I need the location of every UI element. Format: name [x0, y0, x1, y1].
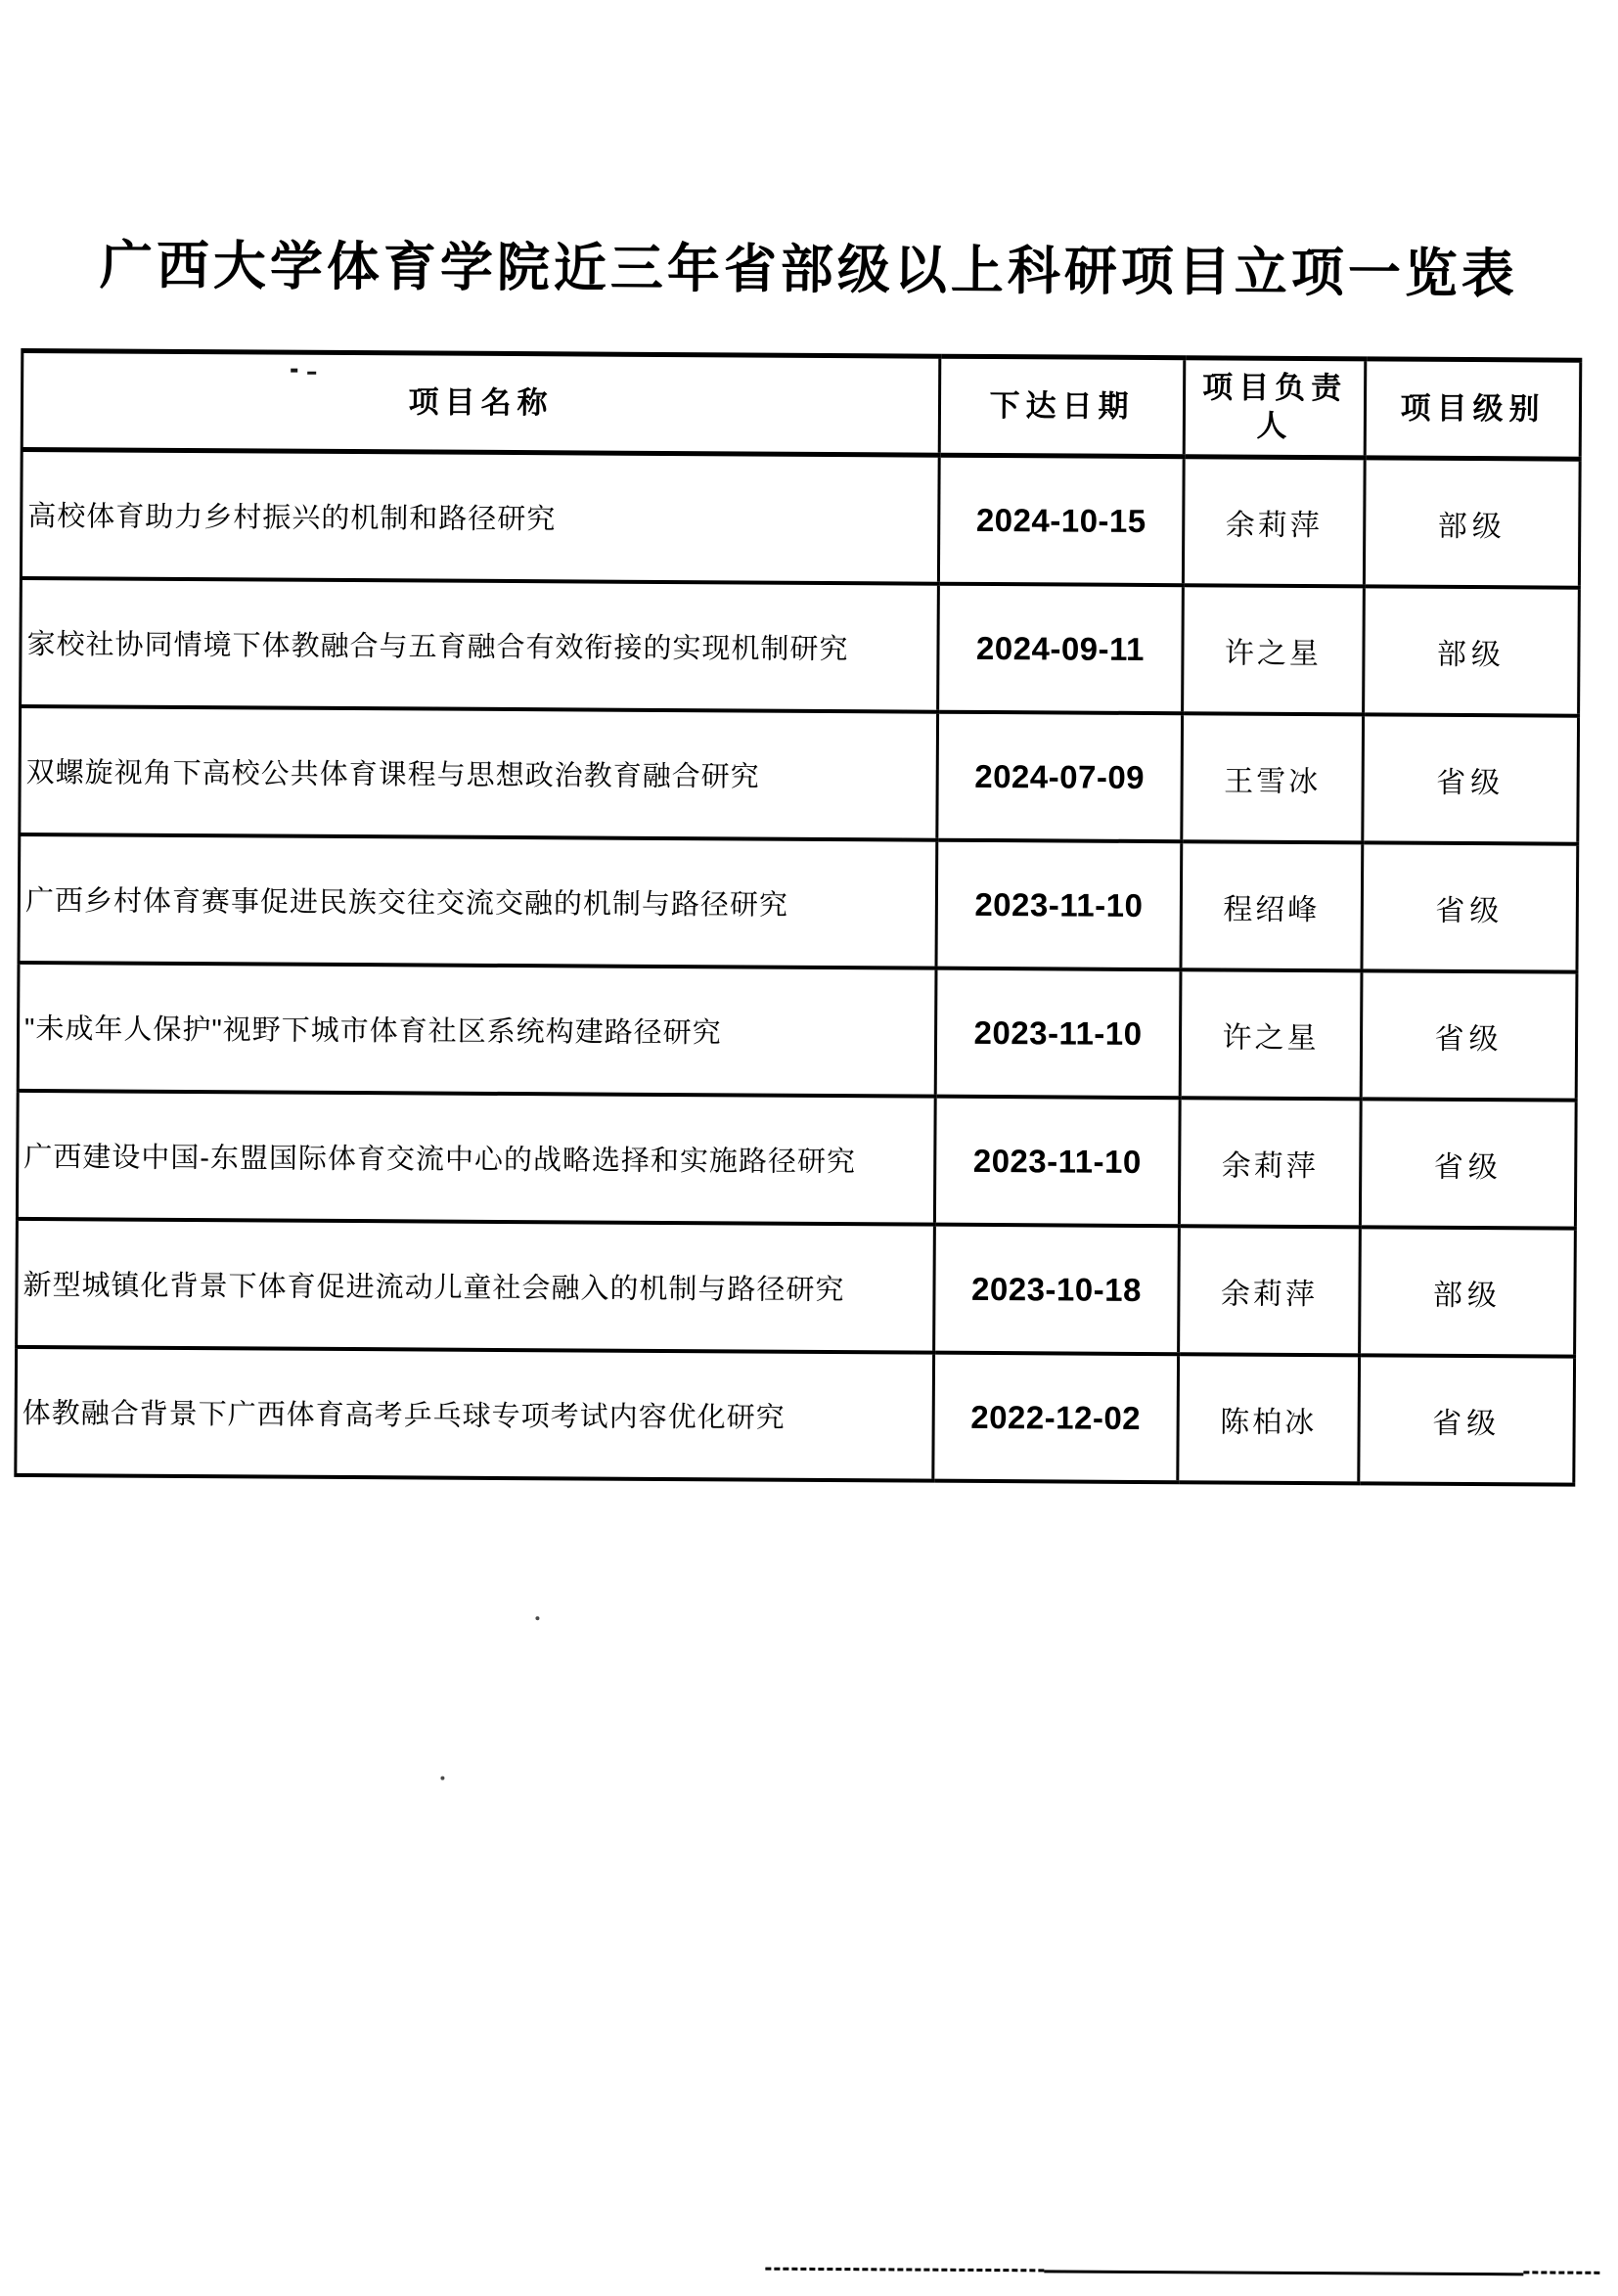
scan-artifact-bottom-line — [765, 2268, 1044, 2273]
issue-date-cell: 2023-11-10 — [935, 968, 1181, 1099]
table-row — [20, 706, 1579, 844]
issue-date-cell: 2024-07-09 — [937, 712, 1183, 842]
project-level-cell: 部级 — [1364, 458, 1580, 588]
table-body — [16, 449, 1580, 1484]
issue-date-cell: 2023-10-18 — [934, 1225, 1180, 1355]
column-header-project-leader: 项目负责人 — [1184, 358, 1366, 458]
project-name-cell: 家校社协同情境下体教融合与五育融合有效衔接的实现机制研究 — [21, 578, 939, 712]
project-leader-cell: 余莉萍 — [1179, 1098, 1361, 1227]
project-leader-cell: 余莉萍 — [1183, 457, 1365, 587]
project-level-cell: 省级 — [1361, 970, 1577, 1100]
project-level-cell: 省级 — [1363, 714, 1579, 843]
project-level-cell: 部级 — [1364, 586, 1580, 715]
issue-date-cell: 2023-11-10 — [936, 840, 1182, 970]
projects-table — [14, 348, 1582, 1487]
column-header-project-level: 项目级别 — [1365, 359, 1581, 459]
project-leader-cell: 程绍峰 — [1181, 841, 1363, 970]
project-leader-cell: 王雪冰 — [1182, 713, 1364, 842]
issue-date-cell: 2024-09-11 — [938, 584, 1184, 714]
project-name-cell: 广西乡村体育赛事促进民族交往交流交融的机制与路径研究 — [19, 834, 937, 968]
issue-date-cell: 2023-11-10 — [934, 1097, 1180, 1227]
project-name-cell: 高校体育助力乡村振兴的机制和路径研究 — [21, 449, 939, 583]
table-row — [16, 1347, 1575, 1485]
project-name-cell: 体教融合背景下广西体育高考乒乓球专项考试内容优化研究 — [16, 1347, 934, 1481]
table-row — [17, 1091, 1576, 1229]
table-row — [21, 449, 1580, 587]
project-leader-cell: 许之星 — [1183, 585, 1365, 714]
project-name-cell: 广西建设中国-东盟国际体育交流中心的战略选择和实施路径研究 — [17, 1091, 935, 1225]
project-level-cell: 省级 — [1362, 842, 1578, 971]
scan-artifact-bottom-line — [1523, 2271, 1599, 2273]
project-name-cell: "未成年人保护"视野下城市体育社区系统构建路径研究 — [18, 963, 936, 1097]
project-leader-cell: 余莉萍 — [1179, 1226, 1361, 1355]
project-name-cell: 新型城镇化背景下体育促进流动儿童社会融入的机制与路径研究 — [17, 1219, 935, 1353]
scan-artifact-bottom-line — [1044, 2270, 1523, 2275]
column-header-project-name: 项目名称 — [22, 350, 940, 455]
project-level-cell: 部级 — [1360, 1227, 1576, 1356]
issue-date-cell: 2022-12-02 — [933, 1353, 1179, 1483]
scan-artifact-speck — [307, 372, 316, 375]
table-row — [19, 834, 1578, 972]
page-title: 广西大学体育学院近三年省部级以上科研项目立项一览表 — [99, 236, 1519, 304]
issue-date-cell: 2024-10-15 — [938, 455, 1184, 585]
table-row — [21, 578, 1580, 716]
project-level-cell: 省级 — [1359, 1355, 1575, 1484]
scan-artifact-dot — [440, 1777, 444, 1780]
scan-artifact-dot — [535, 1616, 539, 1620]
project-leader-cell: 许之星 — [1180, 969, 1362, 1099]
table-header-row — [22, 350, 1581, 459]
scan-artifact-speck — [291, 369, 297, 373]
project-level-cell: 省级 — [1360, 1099, 1576, 1228]
project-name-cell: 双螺旋视角下高校公共体育课程与思想政治教育融合研究 — [20, 706, 938, 840]
column-header-issue-date: 下达日期 — [939, 356, 1185, 457]
project-leader-cell: 陈柏冰 — [1178, 1354, 1360, 1483]
table-row — [17, 1219, 1576, 1357]
table-row — [18, 963, 1577, 1101]
